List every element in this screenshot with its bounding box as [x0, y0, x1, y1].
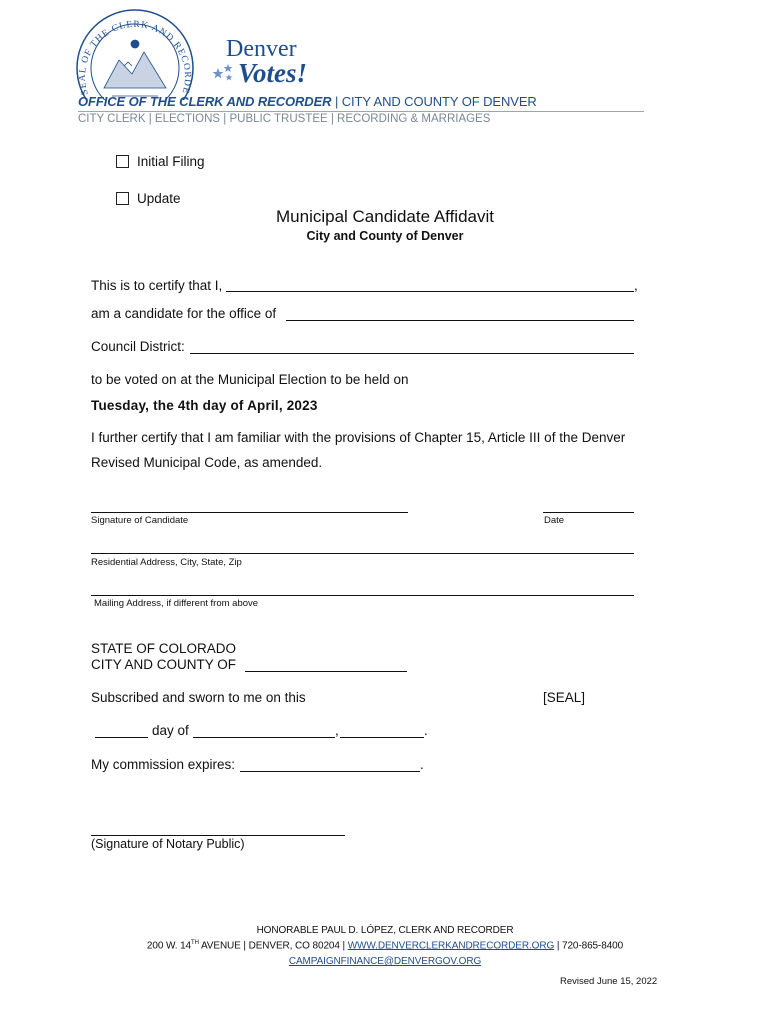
footer-phone: | 720-865-8400	[554, 940, 624, 952]
day-of-label: day of	[152, 723, 189, 738]
seal-placeholder: [SEAL]	[543, 690, 586, 705]
date-label: Date	[544, 515, 565, 526]
form-subtitle: City and County of Denver	[306, 229, 464, 243]
logo-denver-text: Denver	[226, 36, 297, 62]
footer-address-number: 200 W. 14	[146, 940, 192, 952]
notary-signature-field[interactable]	[91, 835, 345, 836]
familiar-text-line-2: Revised Municipal Code, as amended.	[91, 455, 323, 470]
campaign-finance-email-link[interactable]: CAMPAIGNFINANCE@DENVERGOV.ORG	[288, 956, 482, 967]
sworn-text: Subscribed and sworn to me on this	[91, 690, 306, 705]
footer-clerk-name: HONORABLE PAUL D. LÓPEZ, CLERK AND RECORDER	[256, 925, 514, 936]
office-sought-field[interactable]	[286, 320, 634, 321]
office-jurisdiction: | CITY AND COUNTY OF DENVER	[331, 94, 537, 109]
certify-label: This is to certify that I,	[91, 278, 223, 293]
familiar-text-line-1: I further certify that I am familiar with the provisions of Chapter 15, Article III of the Denver	[91, 430, 626, 445]
seal-text: SEAL OF THE CLERK AND RECORDE	[77, 19, 193, 97]
update-label: Update	[137, 191, 181, 206]
commission-period: .	[420, 757, 424, 772]
sworn-day-field[interactable]	[95, 737, 148, 738]
election-date: Tuesday, the 4th day of April, 2023	[91, 398, 318, 413]
notary-signature-label: (Signature of Notary Public)	[91, 837, 245, 851]
footer-email-line	[0, 956, 770, 967]
candidate-name-field[interactable]	[226, 291, 634, 292]
sworn-month-field[interactable]	[193, 737, 335, 738]
footer-address-suffix: TH	[191, 940, 199, 946]
denver-votes-logo	[212, 34, 324, 90]
date-comma: ,	[335, 723, 339, 738]
initial-filing-option[interactable]	[116, 154, 205, 169]
date-period: .	[424, 723, 428, 738]
form-title: Municipal Candidate Affidavit	[276, 207, 494, 226]
office-name: OFFICE OF THE CLERK AND RECORDER	[78, 94, 332, 109]
council-district-field[interactable]	[190, 353, 634, 354]
certify-comma: ,	[634, 278, 638, 293]
logo-votes-text: Votes!	[238, 58, 308, 88]
clerk-seal-logo	[74, 8, 196, 100]
mailing-address-label: Mailing Address, if different from above	[94, 598, 259, 609]
district-label: Council District:	[91, 339, 185, 354]
commission-expires-field[interactable]	[240, 771, 420, 772]
notary-state: STATE OF COLORADO	[91, 641, 237, 656]
office-divisions: CITY CLERK | ELECTIONS | PUBLIC TRUSTEE | RECORDING & MARRIAGES	[78, 113, 491, 125]
residential-address-field[interactable]	[91, 553, 634, 554]
header-divider	[78, 111, 644, 112]
revision-date: Revised June 15, 2022	[560, 976, 658, 987]
date-field[interactable]	[543, 512, 634, 513]
candidate-signature-field[interactable]	[91, 512, 408, 513]
logo-stars-icon	[213, 64, 233, 81]
notary-county-field[interactable]	[245, 671, 407, 672]
candidate-signature-label: Signature of Candidate	[91, 515, 189, 526]
commission-label: My commission expires:	[91, 757, 236, 772]
initial-filing-checkbox[interactable]	[116, 155, 129, 168]
footer-address-line	[0, 940, 770, 951]
residential-address-label: Residential Address, City, State, Zip	[91, 557, 242, 568]
initial-filing-label: Initial Filing	[137, 154, 205, 169]
footer-address-rest: AVENUE | DENVER, CO 80204 |	[198, 940, 348, 952]
update-option[interactable]	[116, 191, 181, 206]
election-intro-text: to be voted on at the Municipal Election to be held on	[91, 372, 409, 387]
mailing-address-field[interactable]	[91, 595, 634, 596]
notary-county-label: CITY AND COUNTY OF	[91, 657, 237, 672]
office-label: am a candidate for the office of	[91, 306, 277, 321]
update-checkbox[interactable]	[116, 192, 129, 205]
office-heading	[78, 94, 537, 109]
sworn-year-field[interactable]	[340, 737, 424, 738]
website-link[interactable]: WWW.DENVERCLERKANDRECORDER.ORG	[347, 940, 555, 952]
